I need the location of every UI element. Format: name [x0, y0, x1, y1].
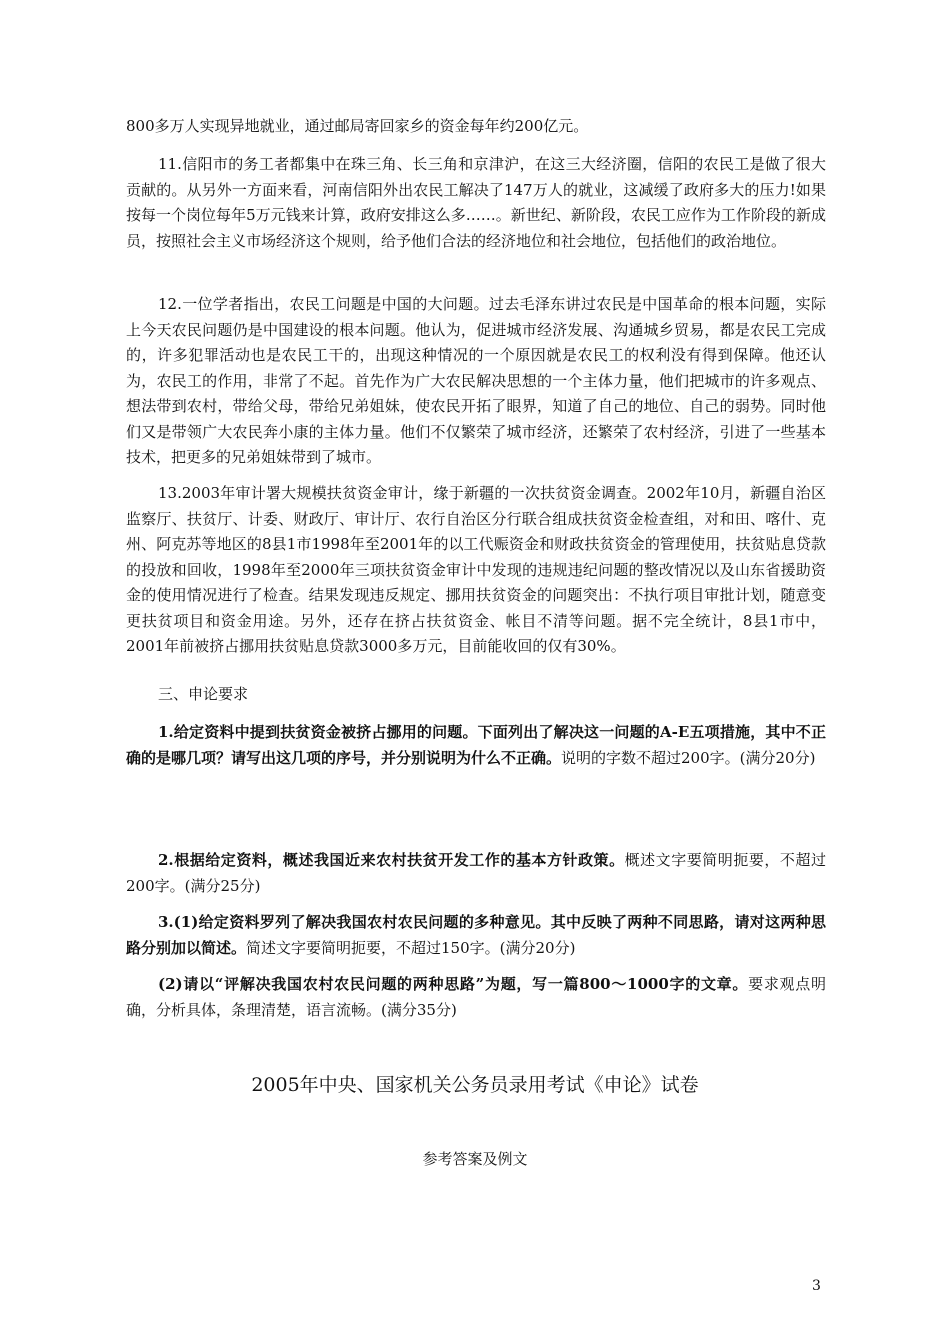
paragraph-continued: 800多万人实现异地就业，通过邮局寄回家乡的资金每年约200亿元。 — [126, 117, 589, 135]
section-heading: 三、申论要求 — [158, 685, 249, 703]
question-2 — [126, 848, 826, 899]
question-3-part-1-requirement: 简述文字要简明扼要，不超过150字。(满分20分) — [246, 938, 576, 957]
question-2-requirement: 概述文字要简明扼要，不超过200字。(满分25分) — [126, 851, 826, 895]
exam-title: 2005年中央、国家机关公务员录用考试《申论》试卷 — [251, 1074, 699, 1096]
paragraph-12: 12.一位学者指出，农民工问题是中国的大问题。过去毛泽东讲过农民是中国革命的根本问题，实际上今天农民问题仍是中国建设的根本问题。他认为，促进城市经济发展、沟通城乡贸易，都是农民工完成的，许多犯罪活动也是农民工干的，出现这种情况的一个原因就是农民工的权利没有得到保障。他还认为，农民工的作用，非常了不起。首先作为广大农民解决思想的一个主体力量，他们把城市的许多观点、想法带到农村，带给父母，带给兄弟姐妹，使农民开拓了眼界，知道了自己的地位、自己的弱势。同时他们又是带领广大农民奔小康的主体力量。他们不仅繁荣了城市经济，还繁荣了农村经济，引进了一些基本技术，把更多的兄弟姐妹带到了城市。 — [126, 295, 826, 466]
answer-subtitle: 参考答案及例文 — [422, 1150, 528, 1168]
paragraph-11: 11.信阳市的务工者都集中在珠三角、长三角和京津沪，在这三大经济圈，信阳的农民工是做了很大贡献的。从另外一方面来看，河南信阳外出农民工解决了147万人的就业，这减缓了政府多大的压力!如果按每一个岗位每年5万元钱来计算，政府安排这么多……。新世纪、新阶段，农民工应作为工作阶段的新成员，按照社会主义市场经济这个规则，给予他们合法的经济地位和社会地位，包括他们的政治地位。 — [126, 155, 826, 250]
question-1-prompt: 1.给定资料中提到扶贫资金被挤占挪用的问题。下面列出了解决这一问题的A-E五项措施，其中不正确的是哪几项？请写出这几项的序号，并分别说明为什么不正确。 — [126, 723, 826, 767]
question-3-part-1-prompt: 3.(1)给定资料罗列了解决我国农村农民问题的多种意见。其中反映了两种不同思路，请对这两种思路分别加以简述。 — [126, 913, 826, 957]
question-3-part-2 — [126, 972, 826, 1023]
question-3-part-2-prompt: (2)请以“评解决我国农村农民问题的两种思路”为题，写一篇800～1000字的文章。 — [158, 975, 749, 993]
question-1-requirement: 说明的字数不超过200字。(满分20分) — [561, 748, 816, 767]
question-3-part-2-requirement: 要求观点明确，分析具体，条理清楚，语言流畅。(满分35分) — [126, 975, 826, 1019]
question-3-part-1 — [126, 910, 826, 961]
question-2-prompt: 2.根据给定资料，概述我国近来农村扶贫开发工作的基本方针政策。 — [158, 851, 625, 869]
question-1 — [126, 720, 826, 771]
paragraph-13: 13.2003年审计署大规模扶贫资金审计，缘于新疆的一次扶贫资金调查。2002年10月，新疆自治区监察厅、扶贫厅、计委、财政厅、审计厅、农行自治区分行联合组成扶贫资金检查组，对和田、喀什、克州、阿克苏等地区的8县1市1998年至2001年的以工代赈资金和财政扶贫资金的管理使用，扶贫贴息贷款的投放和回收，1998年至2000年三项扶贫资金审计中发现的违规违纪问题的整改情况以及山东省援助资金的使用情况进行了检查。结果发现违反规定、挪用扶贫资金的问题突出：不执行项目审批计划，随意变更扶贫项目和资金用途。另外，还存在挤占扶贫资金、帐目不清等问题。据不完全统计，8县1市中，2001年前被挤占挪用扶贫贴息贷款3000多万元，目前能收回的仅有30%。 — [126, 484, 826, 655]
page-number: 3 — [812, 1278, 821, 1294]
